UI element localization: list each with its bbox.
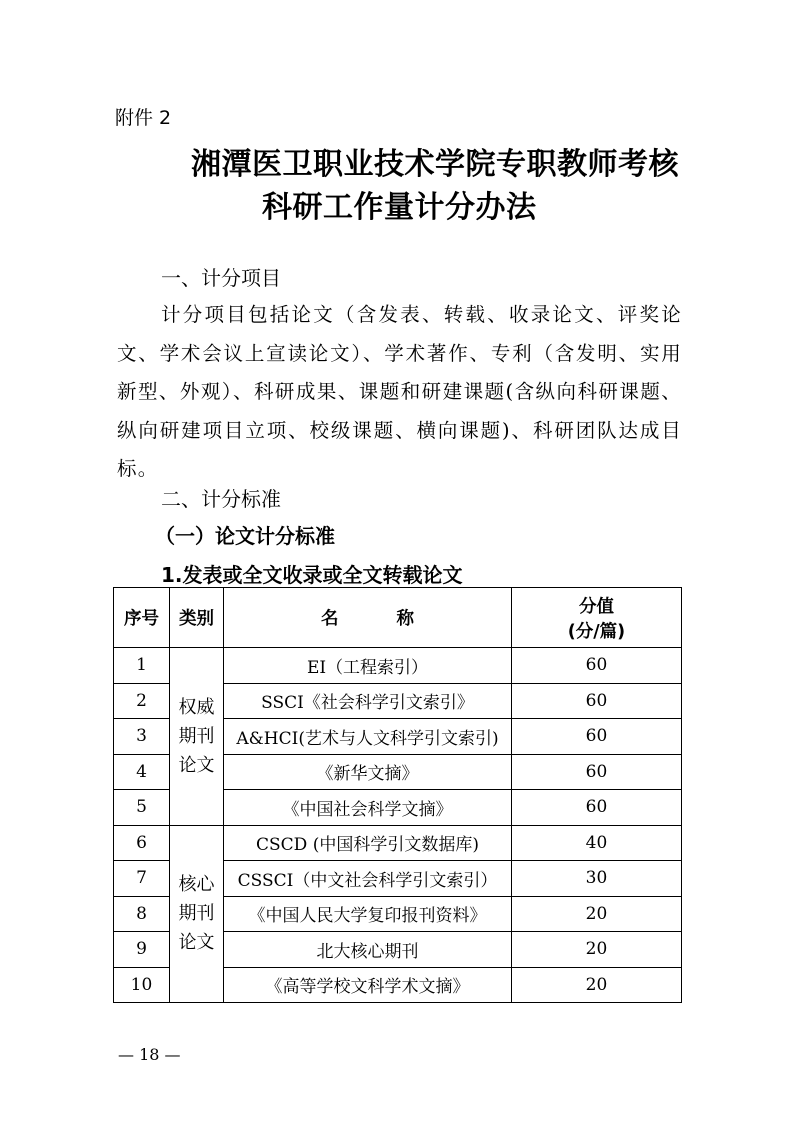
paper-score-table <box>113 587 682 1003</box>
table-row <box>114 825 682 861</box>
row-no: 3 <box>114 719 170 755</box>
row-no: 2 <box>114 683 170 719</box>
header-score-line1: 分值 <box>579 596 614 617</box>
row-name: EI（工程索引） <box>224 648 512 684</box>
category-line: 核心 <box>178 874 215 896</box>
row-score: 60 <box>512 754 682 790</box>
header-name <box>224 588 512 648</box>
page-number: — 18 — <box>118 1045 181 1064</box>
category-line: 期刊 <box>178 903 215 925</box>
header-name-text: 名称 <box>321 609 472 629</box>
row-score: 40 <box>512 825 682 861</box>
row-score: 60 <box>512 790 682 826</box>
section1-heading: 一、计分项目 <box>161 266 281 290</box>
row-name: CSSCI（中文社会科学引文索引） <box>224 861 512 897</box>
row-name: CSCD (中国科学引文数据库) <box>224 825 512 861</box>
header-category: 类别 <box>170 588 224 648</box>
row-name: 《中国人民大学复印报刊资料》 <box>224 896 512 932</box>
table-row <box>114 648 682 684</box>
section2-heading: 二、计分标准 <box>161 487 281 511</box>
row-no: 6 <box>114 825 170 861</box>
row-name: 《高等学校文科学术文摘》 <box>224 967 512 1003</box>
category-line: 论文 <box>178 932 215 954</box>
item1-heading: 1.发表或全文收录或全文转载论文 <box>161 563 463 587</box>
row-score: 60 <box>512 683 682 719</box>
category-line: 论文 <box>178 754 215 776</box>
header-score <box>512 588 682 648</box>
row-score: 30 <box>512 861 682 897</box>
row-no: 9 <box>114 932 170 968</box>
header-score-line2: (分/篇) <box>567 621 626 642</box>
attachment-label: 附件 2 <box>115 107 172 129</box>
row-name: 《中国社会科学文摘》 <box>224 790 512 826</box>
category-cell-core <box>170 825 224 1003</box>
row-name: A&HCI(艺术与人文科学引文索引) <box>224 719 512 755</box>
category-line: 权威 <box>178 696 215 718</box>
row-no: 5 <box>114 790 170 826</box>
section1-paragraph: 计分项目包括论文（含发表、转载、收录论文、评奖论文、学术会议上宣读论文）、学术著作、专利（含发明、实用新型、外观）、科研成果、课题和研建课题(含纵向科研课题、纵向研建项目立项、校级课题、横向课题)、科研团队达成目标。 <box>117 303 682 480</box>
row-no: 1 <box>114 648 170 684</box>
document-title-line2: 科研工作量计分办法 <box>262 190 537 225</box>
row-score: 60 <box>512 719 682 755</box>
document-title-line1: 湘潭医卫职业技术学院专职教师考核 <box>191 147 679 182</box>
row-score: 60 <box>512 648 682 684</box>
subsection1-heading: （一）论文计分标准 <box>155 524 335 548</box>
row-score: 20 <box>512 932 682 968</box>
row-no: 10 <box>114 967 170 1003</box>
row-no: 7 <box>114 861 170 897</box>
row-no: 4 <box>114 754 170 790</box>
category-line: 期刊 <box>178 725 215 747</box>
row-score: 20 <box>512 967 682 1003</box>
header-no: 序号 <box>114 588 170 648</box>
row-score: 20 <box>512 896 682 932</box>
row-no: 8 <box>114 896 170 932</box>
row-name: SSCI《社会科学引文索引》 <box>224 683 512 719</box>
category-cell-authoritative <box>170 648 224 826</box>
row-name: 北大核心期刊 <box>224 932 512 968</box>
row-name: 《新华文摘》 <box>224 754 512 790</box>
table-header-row <box>114 588 682 648</box>
